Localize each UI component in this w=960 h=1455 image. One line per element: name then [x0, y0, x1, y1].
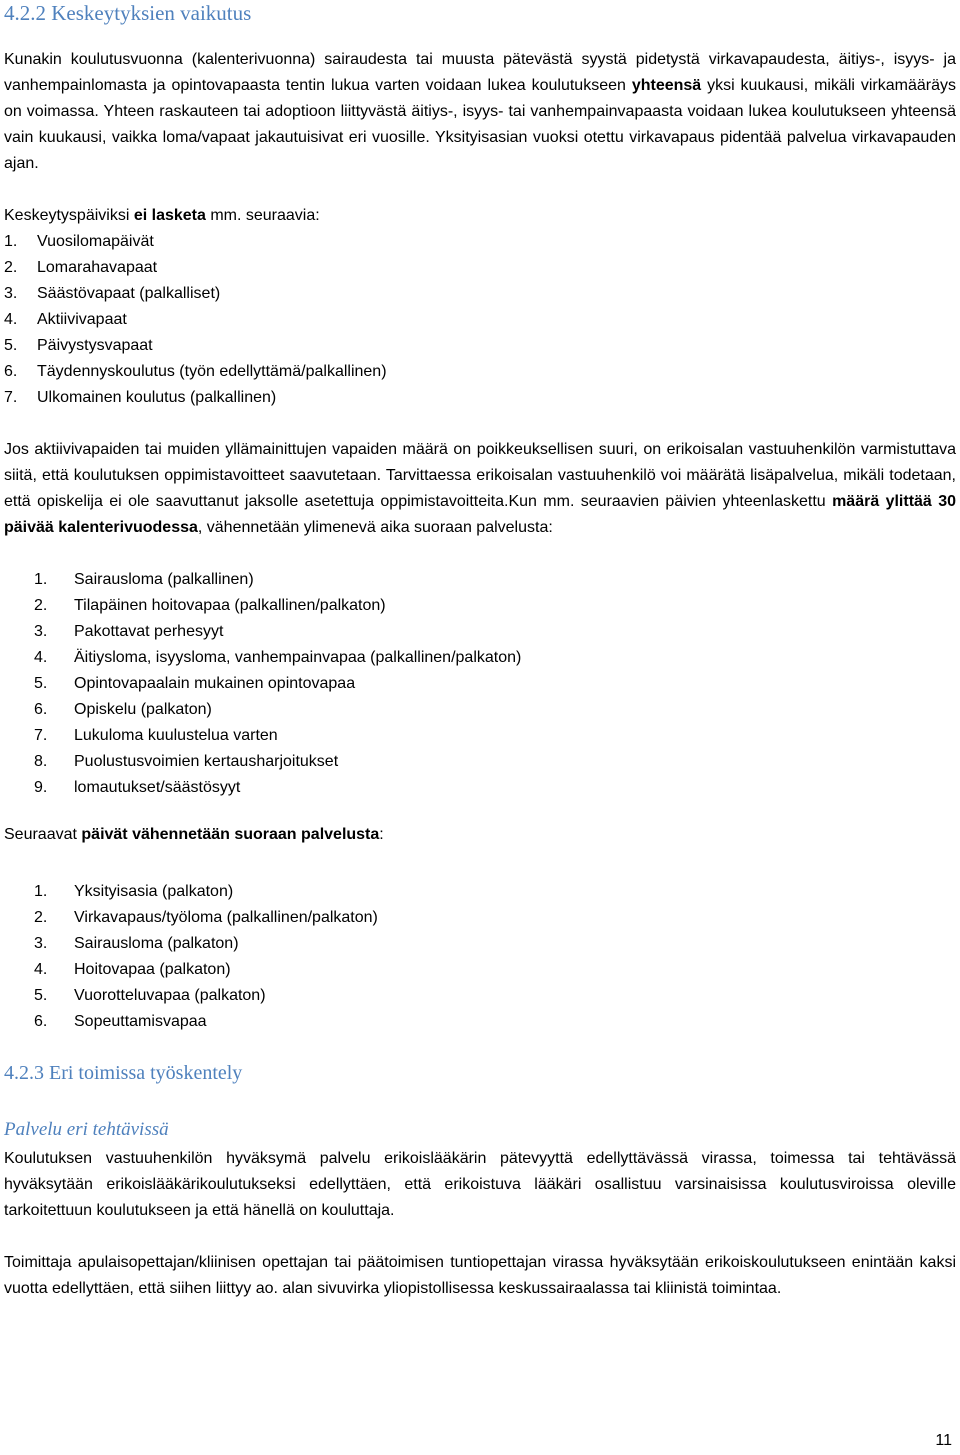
list-item: 5. Opintovapaalain mukainen opintovapaa — [34, 675, 356, 692]
document-page — [4, 0, 956, 1302]
list-over-30-days — [4, 567, 956, 801]
list-item: 2. Lomarahavapaat — [4, 259, 158, 276]
list-item: 2. Tilapäinen hoitovapaa (palkallinen/palkaton) — [34, 597, 386, 614]
list-item: 8. Puolustusvoimien kertausharjoitukset — [34, 753, 339, 770]
list3-intro: Seuraavat päivät vähennetään suoraan palvelusta: — [4, 826, 384, 843]
paragraph-extra-leave: Jos aktiivivapaiden tai muiden yllämainittujen vapaiden määrä on poikkeuksellisen suuri, on erikoisalan vastuuhenkilön varmistuttava siitä, että koulutuksen oppimistavoitteet saavutetaan. Tarvittaessa erikoisalan vastuuhenkilö voi määrätä lisäpalvelua, mikäli todetaan, että opiskelija ei ole saavuttanut jaksolle asetettuja oppimistavoitteita.Kun mm. seuraavien päivien yhteenlaskettu määrä ylittää 30 päivää kalenterivuodessa, vähennetään ylimenevä aika suoraan palvelusta: — [4, 441, 956, 536]
list1-intro: Keskeytyspäiviksi ei lasketa mm. seuraavia: — [4, 207, 320, 224]
section-heading-4-2-2: 4.2.2 Keskeytyksien vaikutus — [4, 1, 252, 25]
list-item: 5. Päivystysvapaat — [4, 337, 153, 354]
list-item: 9. lomautukset/säästösyyt — [34, 779, 241, 796]
list-item: 4. Aktiivivapaat — [4, 311, 127, 328]
list-item: 1. Vuosilomapäivät — [4, 233, 154, 250]
list-item: 1. Yksityisasia (palkaton) — [34, 883, 234, 900]
list-item: 7. Ulkomainen koulutus (palkallinen) — [4, 389, 277, 406]
paragraph-service: Koulutuksen vastuuhenkilön hyväksymä palvelu erikoislääkärin pätevyyttä edellyttävässä virassa, toimessa tai tehtävässä hyväksytään erikoislääkärikoulutukseksi edellyttäen, että erikoistuva lääkäri osallistuu varsinaisissa koulutusviroissa oleville tarkoitettuun koulutukseen ja että hänellä on kouluttaja. — [4, 1150, 956, 1219]
list-item: 3. Säästövapaat (palkalliset) — [4, 285, 221, 302]
list-deducted — [4, 879, 956, 1035]
page-number: 11 — [935, 1432, 952, 1449]
list-item: 6. Opiskelu (palkaton) — [34, 701, 212, 718]
list-item: 1. Sairausloma (palkallinen) — [34, 571, 254, 588]
list-item: 4. Hoitovapaa (palkaton) — [34, 961, 231, 978]
list-item: 6. Sopeuttamisvapaa — [34, 1013, 207, 1030]
list-item: 6. Täydennyskoulutus (työn edellyttämä/palkallinen) — [4, 363, 387, 380]
list-item: 2. Virkavapaus/työloma (palkallinen/palkaton) — [34, 909, 378, 926]
list-item: 7. Lukuloma kuulustelua varten — [34, 727, 278, 744]
list-item: 5. Vuorotteluvapaa (palkaton) — [34, 987, 266, 1004]
section-heading-4-2-3: 4.2.3 Eri toimissa työskentely — [4, 1062, 243, 1084]
subheading-palvelu: Palvelu eri tehtävissä — [4, 1119, 169, 1140]
paragraph-interruptions: Kunakin koulutusvuonna (kalenterivuonna) sairaudesta tai muusta pätevästä syystä pidetystä virkavapaudesta, äitiys-, isyys- ja vanhempainlomasta ja opintovapaasta tentin lukua varten voidaan lukea koulutukseen yhteensä yksi kuukausi, mikäli virkamääräys on voimassa. Yhteen raskauteen tai adoptioon liittyvästä äitiys-, isyys- tai vanhempainvapaasta voidaan lukea koulutukseen yhteensä vain kuukausi, vaikka loma/vapaat jakautuisivat eri vuosille. Yksityisasian vuoksi otettu virkavapaus pidentää palvelua virkavapauden ajan. — [4, 51, 956, 172]
list-item: 3. Sairausloma (palkaton) — [34, 935, 239, 952]
list-not-counted — [4, 229, 956, 411]
list-item: 4. Äitiysloma, isyysloma, vanhempainvapaa (palkallinen/palkaton) — [34, 649, 522, 666]
paragraph-teacher: Toimittaja apulaisopettajan/kliinisen opettajan tai päätoimisen tuntiopettajan virassa hyväksytään erikoiskoulutukseen enintään kaksi vuotta edellyttäen, että siihen liittyy ao. alan sivuvirka yliopistollisessa keskussairaalassa tai kliinistä toimintaa. — [4, 1254, 956, 1297]
list-item: 3. Pakottavat perhesyyt — [34, 623, 224, 640]
